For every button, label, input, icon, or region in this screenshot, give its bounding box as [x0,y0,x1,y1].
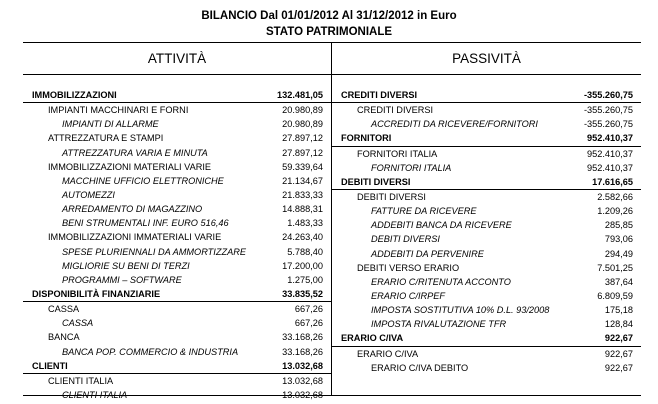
table-row [23,216,331,230]
table-row [23,230,331,244]
attivita-column [23,88,331,402]
account-amount: 33.168,26 [282,346,323,357]
table-row [332,275,641,289]
account-label: CREDITI DIVERSI [357,105,434,116]
account-label: CREDITI DIVERSI [341,90,418,100]
account-label: DEBITI VERSO ERARIO [357,262,460,273]
account-label: BENI STRUMENTALI INF. EURO 516,46 [62,218,229,229]
table-row [332,204,641,218]
account-label: IMPOSTA SOSTITUTIVA 10% D.L. 93/2008 [371,305,550,316]
table-row [23,388,331,402]
account-amount: 13.032,68 [282,375,323,386]
account-label: DEBITI DIVERSI [341,176,411,187]
account-amount: 922,67 [604,333,633,344]
account-amount: 17.616,65 [592,176,633,187]
account-amount: 922,67 [604,348,633,359]
account-label: CASSA [62,318,94,329]
account-amount: 13.032,68 [282,389,323,400]
account-amount: 1.275,00 [287,274,323,285]
account-label: ATTREZZATURA VARIA E MINUTA [62,147,208,158]
account-amount: 20.980,89 [282,105,323,116]
account-label: DISPONIBILITÀ FINANZIARIE [32,288,161,299]
table-row [23,146,331,160]
account-amount: 667,26 [294,318,323,329]
account-label: ERARIO C/IVA [357,348,419,359]
account-amount: 952.410,37 [587,133,633,144]
account-amount: 27.897,12 [282,147,323,158]
table-row [23,117,331,131]
report-title: BILANCIO Dal 01/01/2012 Al 31/12/2012 in Euro [201,10,457,22]
account-amount: 952.410,37 [587,148,633,159]
table-row [332,190,641,204]
account-amount: 175,18 [604,305,633,316]
account-amount: 14.888,31 [282,204,323,215]
account-label: PROGRAMMI – SOFTWARE [62,274,182,285]
account-amount: 952.410,37 [587,162,633,173]
account-label: ARREDAMENTO DI MAGAZZINO [62,204,203,215]
account-label: SPESE PLURIENNALI DA AMMORTIZZARE [62,246,246,257]
account-amount: 285,85 [604,220,633,231]
account-amount: 17.200,00 [282,260,323,271]
account-label: IMPIANTI DI ALLARME [62,119,159,130]
table-row [332,103,641,117]
account-amount: 132.481,05 [277,90,323,100]
table-row [23,273,331,287]
attivita-header: ATTIVITÀ [23,43,331,75]
table-row [332,331,641,346]
account-label: ATTREZZATURA E STAMPI [48,133,164,144]
account-amount: 387,64 [604,276,633,287]
account-amount: 13.032,68 [282,360,323,371]
account-label: DEBITI DIVERSI [357,191,426,202]
account-label: DEBITI DIVERSI [371,234,440,245]
account-label: FATTURE DA RICEVERE [371,206,477,217]
table-row [23,88,331,103]
table-row [23,359,331,374]
account-label: IMMOBILIZZAZIONI IMMATERIALI VARIE [48,232,222,243]
table-row [23,202,331,216]
account-label: ADDEBITI BANCA DA RICEVERE [371,220,512,231]
table-row [23,287,331,302]
table-row [23,316,331,330]
account-amount: -355.260,75 [583,119,633,130]
account-amount: 21.833,33 [282,189,323,200]
account-label: CLIENTI [32,360,68,371]
account-label: ERARIO C/IVA DEBITO [371,362,469,373]
table-row [23,131,331,145]
table-row [332,88,641,103]
account-amount: 1.209,26 [597,206,633,217]
table-row [23,103,331,117]
passivita-header: PASSIVITÀ [332,43,641,75]
account-amount: 59.339,64 [282,161,323,172]
table-row [23,160,331,174]
account-label: ERARIO C/RITENUTA ACCONTO [371,276,511,287]
table-row [332,218,641,232]
account-label: IMPOSTA RIVALUTAZIONE TFR [371,319,507,330]
table-row [332,317,641,331]
account-amount: 922,67 [604,362,633,373]
account-label: CASSA [48,304,80,315]
account-label: ACCREDITI DA RICEVERE/FORNITORI [371,119,538,130]
account-label: MACCHINE UFFICIO ELETTRONICHE [62,175,224,186]
account-label: FORNITORI ITALIA [371,162,452,173]
account-amount: 33.168,26 [282,332,323,343]
table-row [332,175,641,190]
account-amount: 2.582,66 [597,191,633,202]
table-row [332,147,641,161]
account-amount: 33.835,52 [282,288,323,299]
table-row [332,232,641,246]
passivita-column [332,88,641,375]
table-row [23,245,331,259]
table-row [23,174,331,188]
account-label: AUTOMEZZI [62,189,115,200]
table-row [332,289,641,303]
account-amount: 5.788,40 [287,246,323,257]
account-label: ERARIO C/IRPEF [371,290,446,301]
table-row [332,303,641,317]
table-row [23,330,331,344]
account-label: BANCA POP. COMMERCIO & INDUSTRIA [62,346,239,357]
account-label: IMMOBILIZZAZIONI MATERIALI VARIE [48,161,212,172]
table-row [332,117,641,131]
table-row [332,361,641,375]
table-row [332,261,641,275]
account-label: FORNITORI [341,133,392,144]
account-amount: 27.897,12 [282,133,323,144]
table-row [332,247,641,261]
table-row [332,131,641,146]
account-amount: 793,06 [604,234,633,245]
account-label: IMPIANTI MACCHINARI E FORNI [48,105,189,116]
table-row [23,302,331,316]
account-label: ERARIO C/IVA [341,333,404,344]
table-row [332,161,641,175]
account-amount: 1.483,33 [287,218,323,229]
account-label: BANCA [48,332,80,343]
table-row [23,374,331,388]
account-amount: 21.134,67 [282,175,323,186]
account-amount: 24.263,40 [282,232,323,243]
account-label: CLIENTI ITALIA [48,375,114,386]
account-amount: 6.809,59 [597,290,633,301]
account-amount: 7.501,25 [597,262,633,273]
table-row [23,188,331,202]
table-row [332,347,641,361]
account-label: FORNITORI ITALIA [357,148,438,159]
report-subtitle: STATO PATRIMONIALE [265,26,393,38]
account-amount: -355.260,75 [583,90,633,100]
account-amount: 294,49 [604,248,633,259]
account-amount: 20.980,89 [282,119,323,130]
balance-sheet-table [23,42,641,400]
account-amount: -355.260,75 [583,105,633,116]
table-row [23,345,331,359]
account-amount: 128,84 [604,319,633,330]
table-row [23,259,331,273]
account-label: CLIENTI ITALIA [62,389,128,400]
account-amount: 667,26 [294,304,323,315]
account-label: MIGLIORIE SU BENI DI TERZI [62,260,190,271]
account-label: ADDEBITI DA PERVENIRE [371,248,484,259]
account-label: IMMOBILIZZAZIONI [32,90,117,100]
